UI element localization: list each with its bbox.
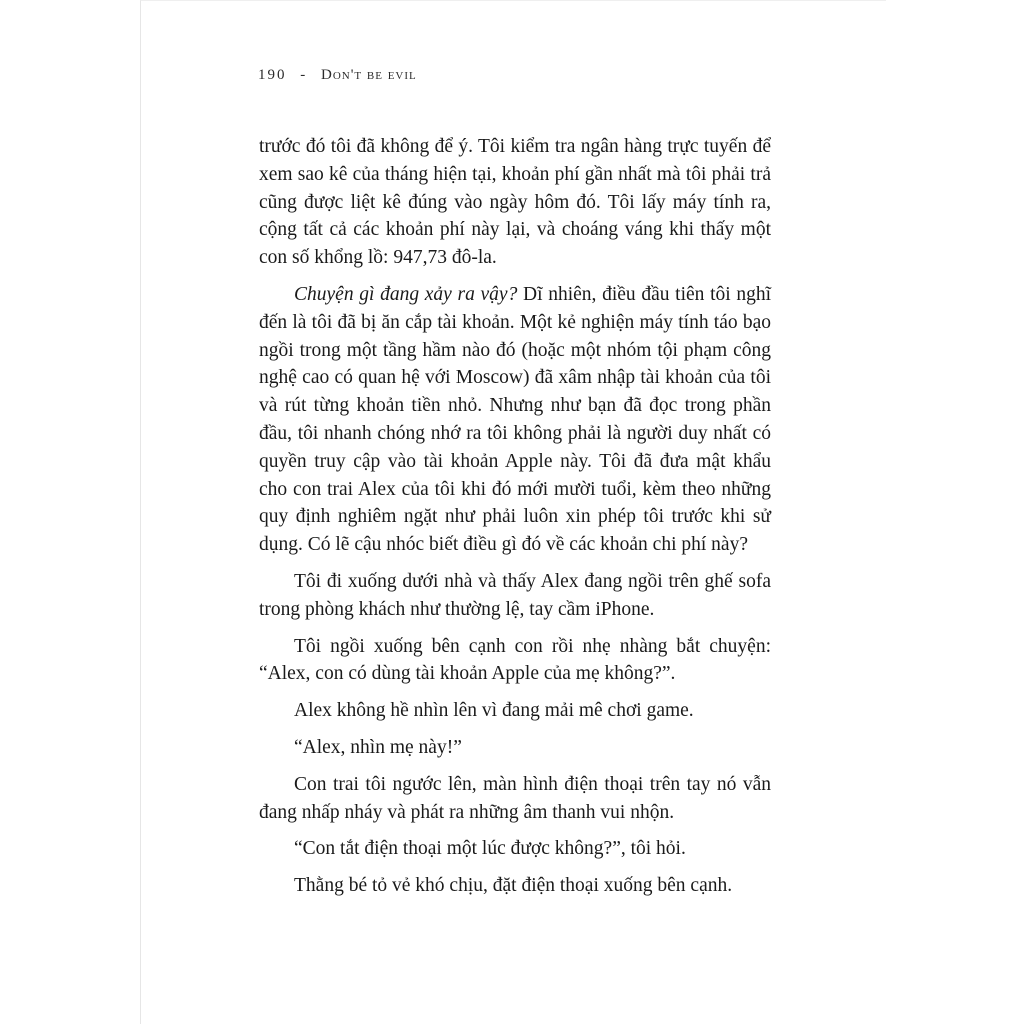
running-title: Don't be evil: [321, 67, 417, 83]
italic-question: Chuyện gì đang xảy ra vậy?: [294, 283, 518, 305]
paragraph-text: Dĩ nhiên, điều đầu tiên tôi nghĩ đến là tôi đã bị ăn cắp tài khoản. Một kẻ nghiện máy tính táo bạo ngồi trong một tầng hầm nào đó (hoặc một nhóm tội phạm công nghệ cao có quan hệ với Moscow) đã xâm nhập tài khoản của tôi và rút từng khoản tiền nhỏ. Nhưng như bạn đã đọc trong phần đầu, tôi nhanh chóng nhớ ra tôi không phải là người duy nhất có quyền truy cập vào tài khoản Apple này. Tôi đã đưa mật khẩu cho con trai Alex của tôi khi đó mới mười tuổi, kèm theo những quy định nghiêm ngặt như phải luôn xin phép tôi trước khi sử dụng. Có lẽ cậu nhóc biết điều gì đó về các khoản chi phí này?: [259, 283, 772, 556]
paragraph: [259, 281, 771, 559]
paragraph: Thằng bé tỏ vẻ khó chịu, đặt điện thoại xuống bên cạnh.: [294, 875, 733, 897]
paragraph: “Alex, nhìn mẹ này!”: [294, 736, 462, 758]
paragraph: Tôi ngồi xuống bên cạnh con rồi nhẹ nhàng bắt chuyện: “Alex, con có dùng tài khoản Apple của mẹ không?”.: [259, 635, 771, 685]
paragraph: Alex không hề nhìn lên vì đang mải mê chơi game.: [294, 700, 694, 722]
body-text: [259, 133, 771, 909]
paragraph: Tôi đi xuống dưới nhà và thấy Alex đang ngồi trên ghế sofa trong phòng khách như thường lệ, tay cầm iPhone.: [259, 570, 771, 620]
header-separator: -: [300, 67, 308, 83]
book-page: [140, 0, 886, 1024]
paragraph: “Con tắt điện thoại một lúc được không?”, tôi hỏi.: [294, 838, 686, 860]
paragraph: trước đó tôi đã không để ý. Tôi kiểm tra ngân hàng trực tuyến để xem sao kê của tháng hiện tại, khoản phí gần nhất mà tôi phải trả cũng được liệt kê đúng vào ngày hôm đó. Tôi lấy máy tính ra, cộng tất cả các khoản phí này lại, và choáng váng khi thấy một con số khổng lồ: 947,73 đô-la.: [259, 136, 771, 269]
running-header: [258, 67, 417, 84]
page-number: 190: [258, 67, 287, 83]
paragraph: Con trai tôi ngước lên, màn hình điện thoại trên tay nó vẫn đang nhấp nháy và phát ra những âm thanh vui nhộn.: [259, 773, 771, 823]
